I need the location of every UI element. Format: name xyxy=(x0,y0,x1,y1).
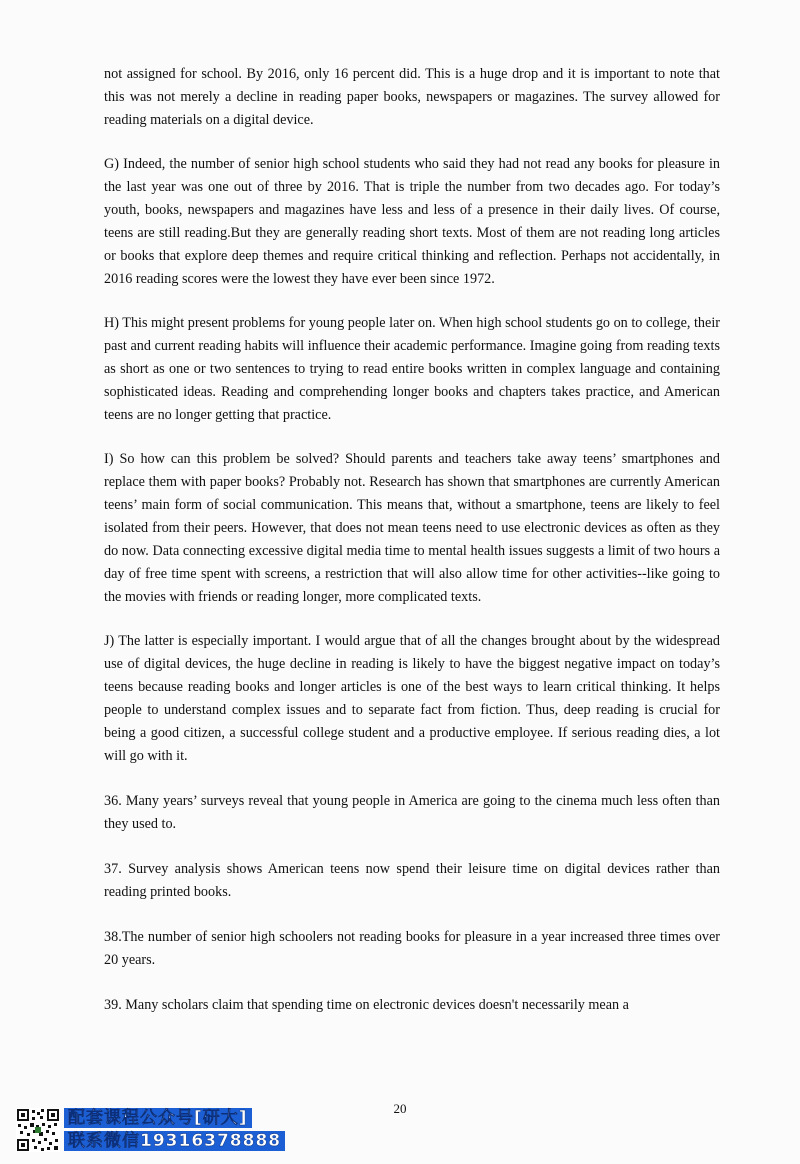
page-body xyxy=(104,63,720,1017)
question-36: 36. Many years’ surveys reveal that young people in America are going to the cinema much less often than they used to. xyxy=(104,793,720,832)
paragraph-i: I) So how can this problem be solved? Should parents and teachers take away teens’ smartphones and replace them with paper books? Probably not. Research has shown that smartphones are currently American teens’ main form of social communication. This means that, without a smartphone, teens are likely to feel isolated from their peers. However, that does not mean teens need to use electronic devices as often as they do now. Data connecting excessive digital media time to mental health issues suggests a limit of two hours a day of free time spent with screens, a restriction that will also allow time for other activities--like going to the movies with friends or reading longer, more complicated texts. xyxy=(104,451,720,605)
page-number: 20 xyxy=(393,1101,407,1116)
paragraph-j: J) The latter is especially important. I would argue that of all the changes brought about by the widespread use of digital devices, the huge decline in reading is likely to have the biggest negative impact on today’s teens because reading books and longer articles is one of the best ways to learn critical thinking. It helps people to understand complex issues and to separate fact from fiction. Thus, deep reading is crucial for being a good citizen, a successful college student and a productive employee. If serious reading dies, a lot will go with it. xyxy=(104,633,720,764)
paragraph-f-continued: not assigned for school. By 2016, only 16 percent did. This is a huge drop and it is important to note that this was not merely a decline in reading paper books, newspapers or magazines. The survey allowed for reading materials on a digital device. xyxy=(104,66,720,128)
watermark-line-2: 联系微信19316378888 xyxy=(64,1131,285,1151)
question-39: 39. Many scholars claim that spending time on electronic devices doesn't necessarily mean a xyxy=(104,997,629,1013)
paragraph-h: H) This might present problems for young people later on. When high school students go on to college, their past and current reading habits will influence their academic performance. Imagine going from reading texts as short as one or two sentences to trying to read entire books written in complex language and containing sophisticated ideas. Reading and comprehending longer books and chapters takes practice, and American teens are no longer getting that practice. xyxy=(104,315,720,423)
qr-code-icon xyxy=(16,1108,60,1152)
question-38: 38.The number of senior high schoolers not reading books for pleasure in a year increased three times over 20 years. xyxy=(104,929,720,968)
paragraph-g: G) Indeed, the number of senior high school students who said they had not read any books for pleasure in the last year was one out of three by 2016. That is triple the number from two decades ago. For today’s youth, books, newspapers and magazines have less and less of a presence in their daily lives. Of course, teens are still reading.But they are generally reading short texts. Most of them are not reading long articles or books that explore deep themes and require critical thinking and reflection. Perhaps not accidentally, in 2016 reading scores were the lowest they have ever been since 1972. xyxy=(104,156,720,287)
watermark-banner xyxy=(16,1108,316,1154)
watermark-line-1: 配套课程公众号[研大] xyxy=(64,1108,252,1128)
question-37: 37. Survey analysis shows American teens now spend their leisure time on digital devices rather than reading printed books. xyxy=(104,861,720,900)
